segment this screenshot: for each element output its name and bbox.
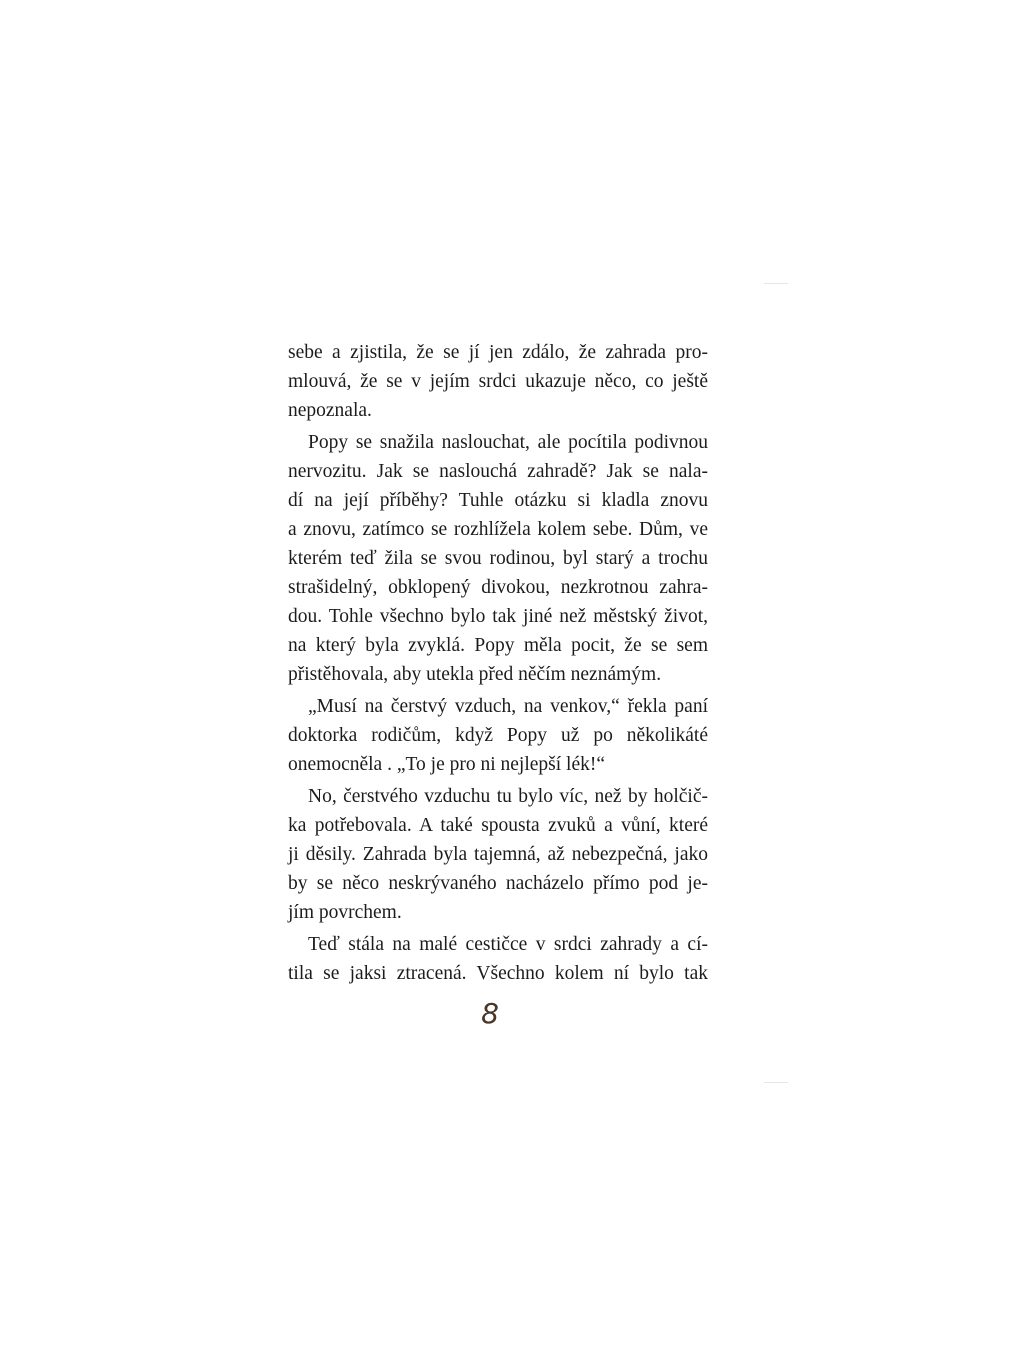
- text-line: ji děsily. Zahrada byla tajemná, až nebezpečná, jako: [288, 844, 708, 865]
- text-line: Popy se snažila naslouchat, ale pocítila podivnou: [308, 432, 708, 453]
- text-line: a znovu, zatímco se rozhlížela kolem sebe. Dům, ve: [288, 519, 708, 540]
- text-line: jím povrchem.: [288, 902, 402, 923]
- text-line: onemocněla . „To je pro ni nejlepší lék!“: [288, 754, 606, 775]
- paragraph: [288, 428, 708, 689]
- text-line: dou. Tohle všechno bylo tak jiné než městský život,: [288, 606, 708, 627]
- text-line: „Musí na čerstvý vzduch, na venkov,“ řekla paní: [308, 696, 708, 717]
- text-line: kterém teď žila se svou rodinou, byl starý a trochu: [288, 548, 708, 569]
- text-line: by se něco neskrývaného nacházelo přímo pod je-: [288, 873, 708, 894]
- crop-mark-top: [764, 283, 788, 284]
- text-line: mlouvá, že se v jejím srdci ukazuje něco, co ještě: [288, 371, 708, 392]
- body-text: [288, 338, 708, 988]
- paragraph: [288, 782, 708, 927]
- text-line: No, čerstvého vzduchu tu bylo víc, než by holčič-: [308, 786, 708, 807]
- page-number: [0, 997, 1024, 1030]
- text-line: nepoznala.: [288, 400, 372, 421]
- text-line: dí na její příběhy? Tuhle otázku si kladla znovu: [288, 490, 708, 511]
- page-number-label: 8: [481, 997, 499, 1030]
- crop-mark-bottom: [764, 1082, 788, 1083]
- text-line: nervozitu. Jak se naslouchá zahradě? Jak se nala-: [288, 461, 708, 482]
- text-line: strašidelný, obklopený divokou, nezkrotnou zahra-: [288, 577, 708, 598]
- paragraph: [288, 930, 708, 988]
- paragraph: [288, 338, 708, 425]
- text-line: přistěhovala, aby utekla před něčím neznámým.: [288, 664, 662, 685]
- text-line: Teď stála na malé cestičce v srdci zahrady a cí-: [308, 934, 708, 955]
- paragraph: [288, 692, 708, 779]
- text-line: na který byla zvyklá. Popy měla pocit, že se sem: [288, 635, 708, 656]
- text-line: ka potřebovala. A také spousta zvuků a vůní, které: [288, 815, 708, 836]
- text-line: tila se jaksi ztracená. Všechno kolem ní bylo tak: [288, 963, 708, 984]
- text-line: doktorka rodičům, když Popy už po několikáté: [288, 725, 708, 746]
- text-line: sebe a zjistila, že se jí jen zdálo, že zahrada pro-: [288, 342, 708, 363]
